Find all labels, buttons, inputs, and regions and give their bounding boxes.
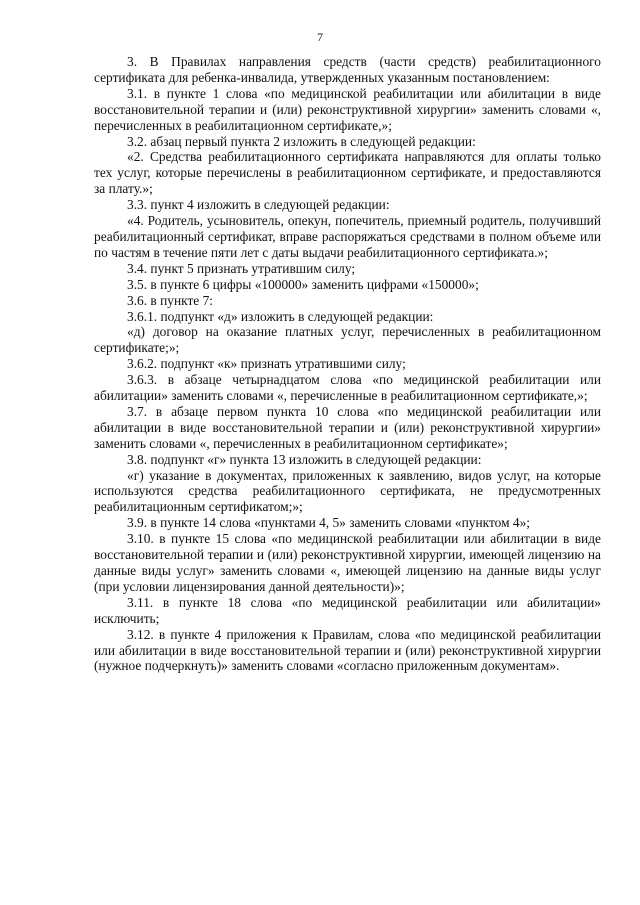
paragraph-3-10: 3.10. в пункте 15 слова «по медицинской реабилитации или абилитации в виде восстановительной терапии и (или) реконструктивной хирургии, имеющей лицензию на данные виды услуг» заменить словами «, имеющей лицензию на данные виды услуг (при условии лицензирования данной деятельности)»;: [94, 531, 601, 594]
paragraph-3-6-1-text: «д) договор на оказание платных услуг, перечисленных в реабилитационном сертификате;»;: [94, 324, 601, 356]
paragraph-3-11: 3.11. в пункте 18 слова «по медицинской реабилитации или абилитации» исключить;: [94, 594, 601, 626]
paragraph-3-8: 3.8. подпункт «г» пункта 13 изложить в следующей редакции:: [127, 451, 482, 467]
paragraph-3-3-text: «4. Родитель, усыновитель, опекун, попечитель, приемный родитель, получивший реабилитационный сертификат, вправе распоряжаться средствами в полном объеме или по частям в течение пяти лет с даты выдачи реабилитационного сертификата.»;: [94, 213, 601, 260]
paragraph-3-4: 3.4. пункт 5 признать утратившим силу;: [127, 260, 356, 276]
paragraph-3-8-text: «г) указание в документах, приложенных к заявлению, видов услуг, на которые используются средства реабилитационного сертификата, не предусмотренных реабилитационным сертификатом;»;: [94, 467, 601, 515]
paragraph-3-12: 3.12. в пункте 4 приложения к Правилам, слова «по медицинской реабилитации или абилитации в виде восстановительной терапии и (или) реконструктивной хирургии (нужное подчеркнуть)» заменить словами «согласно приложенным документам».: [94, 626, 601, 674]
paragraph-3-7: 3.7. в абзаце первом пункта 10 слова «по медицинской реабилитации или абилитации в виде восстановительной терапии и (или) реконструктивной хирургии» заменить словами «, перечисленных в реабилитационном сертификате»;: [94, 403, 601, 451]
paragraph-3-6-2: 3.6.2. подпункт «к» признать утратившими силу;: [127, 356, 406, 372]
document-body: [94, 54, 601, 674]
page-number: 7: [317, 30, 323, 44]
paragraph-3-9: 3.9. в пункте 14 слова «пунктами 4, 5» заменить словами «пунктом 4»;: [127, 515, 531, 531]
paragraph-3-2-text: «2. Средства реабилитационного сертификата направляются для оплаты только тех услуг, которые перечислены в реабилитационном сертификате, и предоставляются за плату.»;: [94, 149, 601, 197]
paragraph-3-2: 3.2. абзац первый пункта 2 изложить в следующей редакции:: [127, 133, 476, 149]
paragraph-3-6: 3.6. в пункте 7:: [127, 292, 214, 308]
paragraph-3: 3. В Правилах направления средств (части средств) реабилитационного сертификата для ребенка-инвалида, утвержденных указанным постановлением:: [94, 54, 601, 85]
paragraph-3-5: 3.5. в пункте 6 цифры «100000» заменить цифрами «150000»;: [127, 276, 479, 292]
paragraph-3-6-3: 3.6.3. в абзаце четырнадцатом слова «по медицинской реабилитации или абилитации» заменить словами «, перечисленные в реабилитационном сертификате,»;: [94, 372, 601, 404]
paragraph-3-6-1: 3.6.1. подпункт «д» изложить в следующей редакции:: [127, 308, 434, 324]
paragraph-3-1: 3.1. в пункте 1 слова «по медицинской реабилитации или абилитации в виде восстановительной терапии и (или) реконструктивной хирургии» заменить словами «, перечисленных в реабилитационном сертификате,»;: [94, 85, 601, 133]
paragraph-3-3: 3.3. пункт 4 изложить в следующей редакции:: [127, 197, 390, 213]
